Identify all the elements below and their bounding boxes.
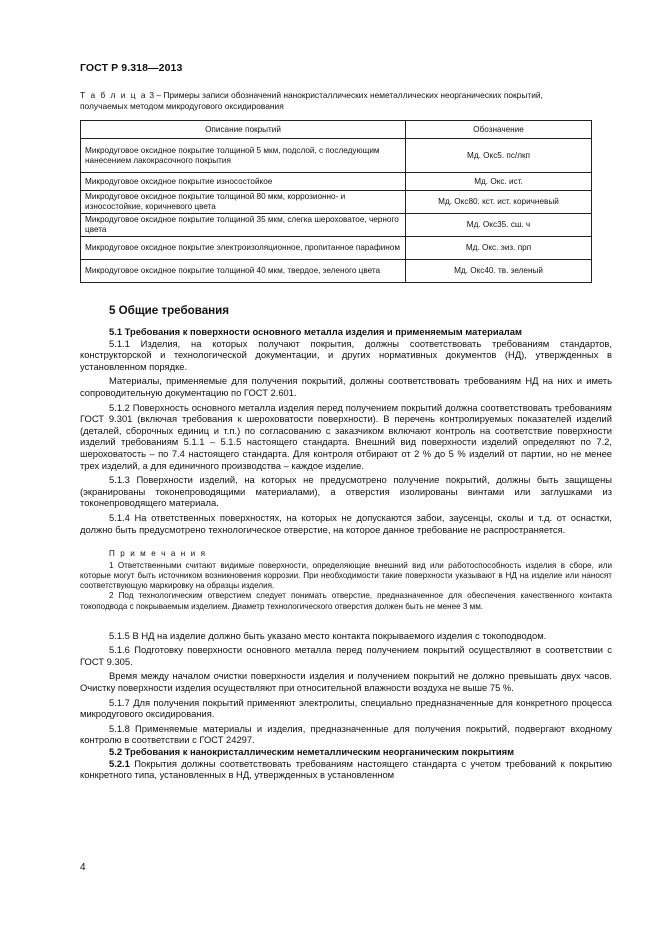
table-caption [80, 90, 590, 111]
column-header-designation: Обозначение [406, 121, 592, 139]
table-row [81, 139, 592, 173]
table-cell-designation: Мд. Окс40. тв. зеленый [406, 260, 592, 283]
section-5-body [80, 304, 612, 781]
paragraph-5-2-1 [80, 758, 612, 781]
table-row [81, 260, 592, 283]
table-cell-designation: Мд. Окс. ист. [406, 173, 592, 191]
paragraph-5-1-8: 5.1.8 Применяемые материалы и изделия, предназначенные для получения покрытий, подвергают входному контролю в соответствии с ГОСТ 24297. [80, 722, 612, 746]
table-row [81, 214, 592, 237]
table-cell-designation: Мд. Окс35. сш. ч [406, 214, 592, 237]
paragraph-5-2-1-number: 5.2.1 [109, 757, 130, 769]
notes-title: П р и м е ч а н и я [109, 549, 207, 559]
table-cell-designation: Мд. Окс5. пс/лкп [406, 139, 592, 173]
paragraph-5-1-6: 5.1.6 Подготовку поверхности основного металла перед получением покрытий осуществляют в соответствии с ГОСТ 9.305. [80, 644, 612, 667]
paragraph-5-2-1-text: Покрытия должны соответствовать требованиям настоящего стандарта с учетом требований к покрытию конкретного типа, установленных в НД, утвержденных в установленном [80, 757, 612, 781]
note-2: 2 Под технологическим отверстием следует понимать отверстие, предназначенное для обеспечения качественного контакта токоподвода с покрываемым изделием. Диаметр технологического отверстия должен быть не менее 3 мм. [80, 591, 612, 611]
column-header-description: Описание покрытий [81, 121, 406, 139]
paragraph-5-1-4: 5.1.4 На ответственных поверхностях, на которых не допускаются забои, заусенцы, сколы и т.д. от оснастки, должно быть предусмотрено технологическое отверстие, на которое данное требование не распространяется. [80, 511, 612, 535]
designation-table [80, 120, 592, 283]
paragraph-5-1-1: 5.1.1 Изделия, на которых получают покрытия, должны соответствовать требованиям стандартов, конструкторской и технологической документации, и других нормативных документов (НД), утвержденных в установленном порядке. [80, 337, 612, 372]
paragraph-5-1-3: 5.1.3 Поверхности изделий, на которых не предусмотрено получение покрытий, должны быть защищены (экранированы токонепроводящими материалами), а отверстия изолированы винтами или заглушками из токонепроводящего материала. [80, 474, 612, 509]
page-number: 4 [80, 862, 86, 873]
table-header-row [81, 121, 592, 139]
paragraph-5-1-2: 5.1.2 Поверхность основного металла изделия перед получением покрытий должна соответствовать требованиям ГОСТ 9.301 (включая требования к шероховатости поверхности). В перечень контролируемых показателей изделий (деталей, сборочных единиц и т.п.) по согласованию с заказчиком включают контроль на соответствие поверхности изделий требованиям 5.1.1 – 5.1.5 настоящего стандарта. Внешний вид поверхности изделий определяют по 7.2, шероховатость – по 7.4 настоящего стандарта. Для контроля отбирают от 2 % до 5 % изделий от партии, но не менее трех изделий, а для единичного производства – каждое изделие. [80, 401, 612, 471]
paragraph-5-1-5: 5.1.5 В НД на изделие должно быть указано место контакта покрываемого изделия с токоподводом. [109, 629, 547, 641]
subsection-title-5-1: 5.1 Требования к поверхности основного металла изделия и применяемым материалам [109, 326, 522, 337]
table-cell-description: Микродуговое оксидное покрытие толщиной 40 мкм, твердое, зеленого цвета [81, 260, 406, 283]
table-cell-description: Микродуговое оксидное покрытие толщиной 35 мкм, слегка шероховатое, черного цвета [81, 214, 406, 237]
table-caption-text: 3 – Примеры записи обозначений нанокристаллических неметаллических неорганических покрытий, получаемых методом микродугового оксидирования [80, 90, 543, 111]
subsection-title-5-2: 5.2 Требования к нанокристаллическим неметаллическим неорганическим покрытиям [109, 746, 515, 757]
paragraph-5-1-6-timing: Время между началом очистки поверхности изделия и получением покрытий не должно превышать двух часов. Очистку поверхности изделия осуществляют при относительной влажности воздуха не выше 75 %. [80, 670, 612, 694]
table-cell-designation: Мд. Окс. эиз. прп [406, 237, 592, 260]
table-cell-designation: Мд. Окс80. кст. ист. коричневый [406, 191, 592, 214]
standard-header: ГОСТ Р 9.318—2013 [80, 62, 183, 74]
section-title: 5 Общие требования [109, 304, 230, 317]
table-caption-label: Т а б л и ц а [80, 90, 148, 100]
table-cell-description: Микродуговое оксидное покрытие толщиной 5 мкм, подслой, с последующим нанесением лакокрасочного покрытия [81, 139, 406, 173]
table-row [81, 191, 592, 214]
note-1: 1 Ответственными считают видимые поверхности, определяющие внешний вид или работоспособность изделия в сборе, или которые могут быть источником возникновения коррозии. При необходимости такие поверхности указывают в НД на изделие или наносят соответствующую маркировку на образцы изделия. [80, 561, 612, 591]
table-cell-description: Микродуговое оксидное покрытие электроизоляционное, пропитанное парафином [81, 237, 406, 260]
table-cell-description: Микродуговое оксидное покрытие толщиной 80 мкм, коррозионно- и износостойкие, коричневого цвета [81, 191, 406, 214]
paragraph-5-1-1-materials: Материалы, применяемые для получения покрытий, должны соответствовать требованиям НД на них и иметь сопроводительную документацию по ГОСТ 2.601. [80, 375, 612, 398]
paragraph-5-1-7: 5.1.7 Для получения покрытий применяют электролиты, специально предназначенные для конкретного процесса микродугового оксидирования. [80, 696, 612, 720]
notes-block [80, 549, 612, 612]
table-row [81, 173, 592, 191]
table-cell-description: Микродуговое оксидное покрытие износостойкое [81, 173, 406, 191]
table-row [81, 237, 592, 260]
